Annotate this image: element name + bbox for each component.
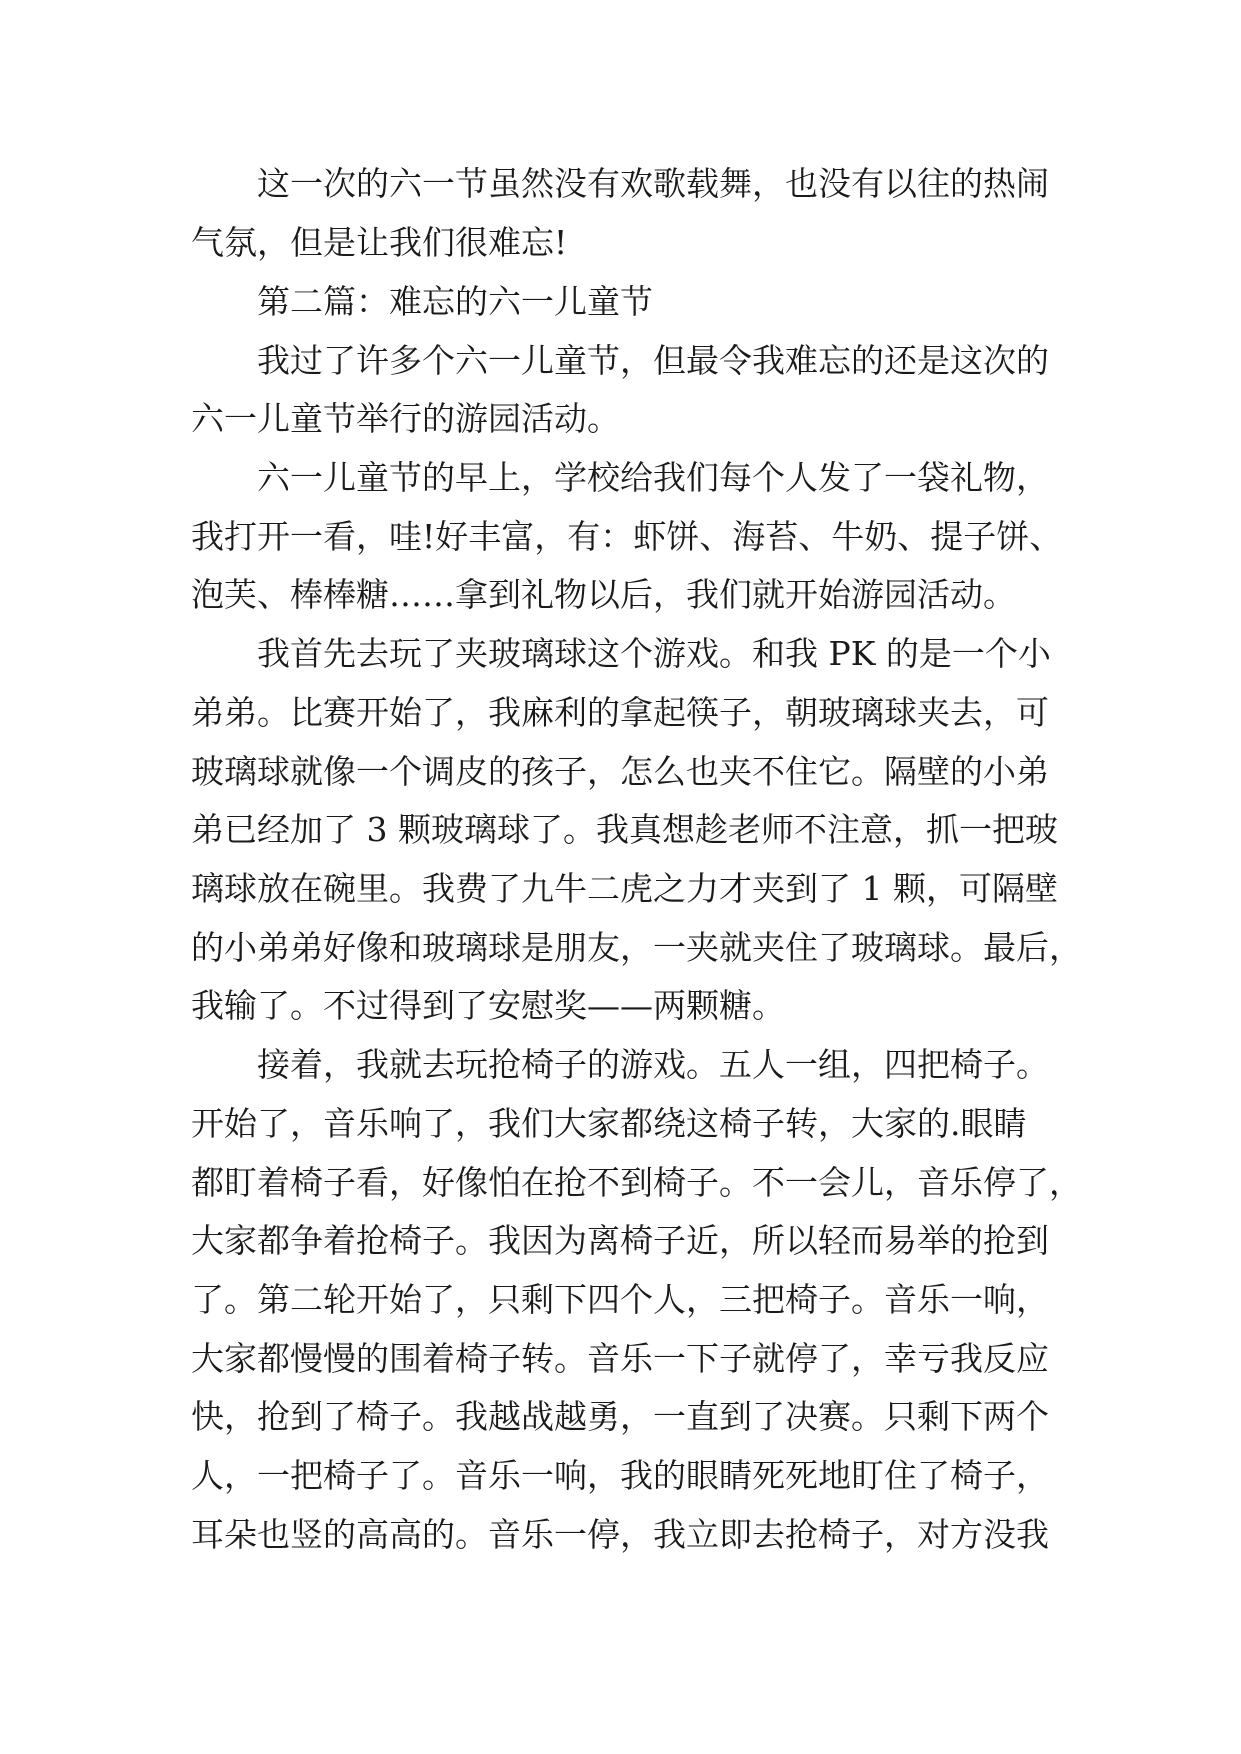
text-line: 人，一把椅子了。音乐一响，我的眼睛死死地盯住了椅子， xyxy=(191,1456,1049,1495)
text-line: 六一儿童节举行的游园活动。 xyxy=(191,399,620,438)
text-line: 玻璃球就像一个调皮的孩子，怎么也夹不住它。隔壁的小弟 xyxy=(191,752,1049,791)
text-line: 弟弟。比赛开始了，我麻利的拿起筷子，朝玻璃球夹去，可 xyxy=(191,693,1049,732)
text-line: 快，抢到了椅子。我越战越勇，一直到了决赛。只剩下两个 xyxy=(191,1397,1049,1436)
text-line: 了。第二轮开始了，只剩下四个人，三把椅子。音乐一响， xyxy=(191,1280,1049,1319)
text-line: 接着，我就去玩抢椅子的游戏。五人一组，四把椅子。 xyxy=(257,1045,1049,1084)
text-line: 我首先去玩了夹玻璃球这个游戏。和我 PK 的是一个小 xyxy=(257,634,1051,673)
text-line: 大家都争着抢椅子。我因为离椅子近，所以轻而易举的抢到 xyxy=(191,1221,1049,1260)
section-heading: 第二篇：难忘的六一儿童节 xyxy=(257,282,653,321)
text-line: 气氛，但是让我们很难忘! xyxy=(191,223,568,262)
text-line: 开始了，音乐响了，我们大家都绕这椅子转，大家的.眼睛 xyxy=(191,1104,1027,1143)
text-line: 我输了。不过得到了安慰奖——两颗糖。 xyxy=(191,986,785,1025)
text-line: 我打开一看，哇!好丰富，有：虾饼、海苔、牛奶、提子饼、 xyxy=(191,517,1063,556)
text-line: 我过了许多个六一儿童节，但最令我难忘的还是这次的 xyxy=(257,341,1049,380)
text-line: 泡芙、棒棒糖……拿到礼物以后，我们就开始游园活动。 xyxy=(191,575,1016,614)
text-line: 六一儿童节的早上，学校给我们每个人发了一袋礼物， xyxy=(257,458,1049,497)
text-line: 的小弟弟好像和玻璃球是朋友，一夹就夹住了玻璃球。最后， xyxy=(191,928,1082,967)
text-line: 弟已经加了 3 颗玻璃球了。我真想趁老师不注意，抓一把玻 xyxy=(191,810,1058,849)
text-line: 璃球放在碗里。我费了九牛二虎之力才夹到了 1 颗，可隔壁 xyxy=(191,869,1058,908)
text-line: 大家都慢慢的围着椅子转。音乐一下子就停了，幸亏我反应 xyxy=(191,1339,1049,1378)
text-line: 耳朵也竖的高高的。音乐一停，我立即去抢椅子，对方没我 xyxy=(191,1515,1049,1554)
text-line: 这一次的六一节虽然没有欢歌载舞，也没有以往的热闹 xyxy=(257,164,1049,203)
text-line: 都盯着椅子看，好像怕在抢不到椅子。不一会儿，音乐停了， xyxy=(191,1163,1082,1202)
